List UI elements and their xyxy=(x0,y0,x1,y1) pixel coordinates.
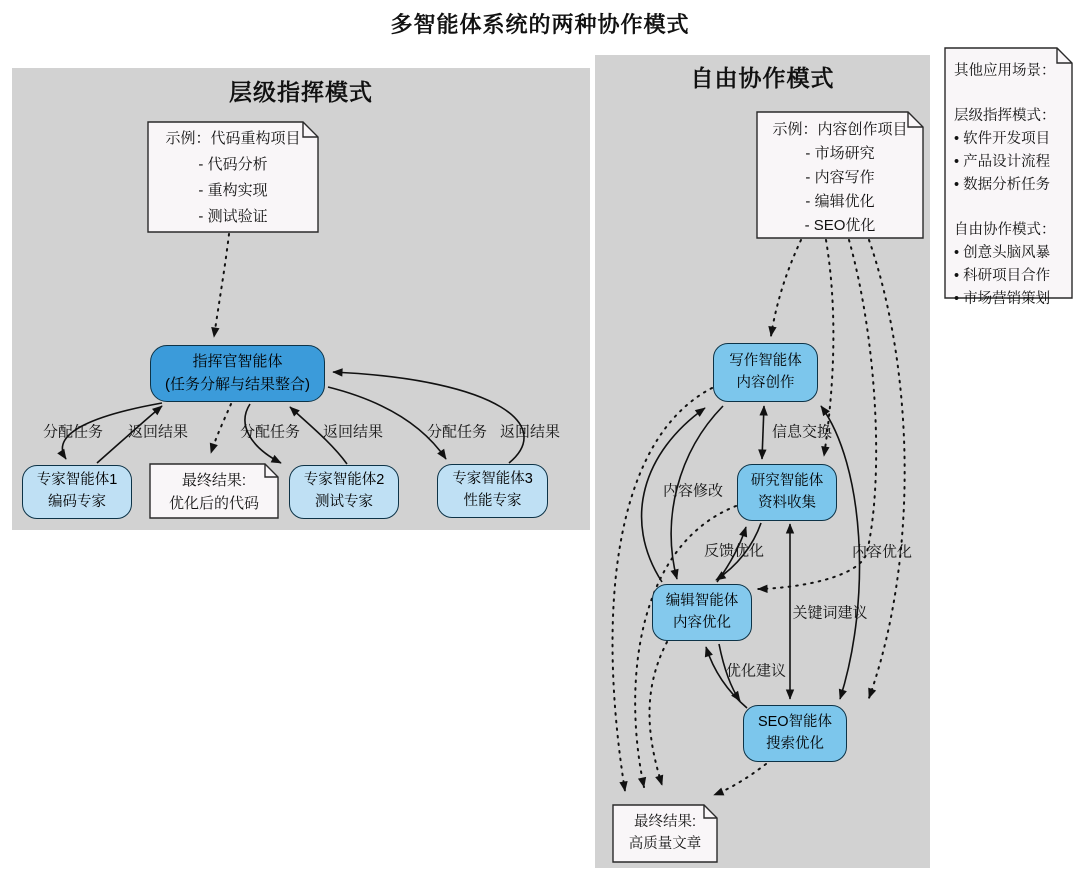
note-line: 高质量文章 xyxy=(628,836,702,852)
sidebar-item: • 创意头脑风暴 xyxy=(954,245,1051,261)
specialist-2-node xyxy=(289,465,399,519)
edge-label-return-2: 返回结果 xyxy=(322,423,384,441)
edge-label-content-revision: 内容修改 xyxy=(662,482,724,500)
sidebar-item: • 数据分析任务 xyxy=(954,177,1051,193)
note-line: - 测试验证 xyxy=(198,208,268,225)
node-title: 研究智能体 xyxy=(750,472,824,489)
specialist-1-node xyxy=(22,465,132,519)
edge-label-return-3: 返回结果 xyxy=(499,423,561,441)
page-title: 多智能体系统的两种协作模式 xyxy=(390,12,690,37)
left-result-note xyxy=(150,469,278,515)
node-title: 编辑智能体 xyxy=(665,592,739,609)
sidebar-item: • 软件开发项目 xyxy=(954,131,1051,147)
seo-agent-node xyxy=(743,705,847,762)
edge-label-content-opt: 内容优化 xyxy=(851,543,913,561)
writer-agent-node xyxy=(713,343,818,402)
node-title: 专家智能体2 xyxy=(303,472,385,489)
note-line: - SEO优化 xyxy=(804,217,876,234)
note-line: 示例：代码重构项目 xyxy=(165,130,301,147)
node-title: 专家智能体1 xyxy=(36,472,118,489)
sidebar-section1-title: 层级指挥模式： xyxy=(954,108,1056,124)
note-line: - 编辑优化 xyxy=(805,193,875,210)
specialist-3-node xyxy=(437,464,548,518)
note-line: - 内容写作 xyxy=(805,169,875,186)
edge-label-assign-3: 分配任务 xyxy=(426,423,488,441)
sidebar-section2-title: 自由协作模式： xyxy=(954,222,1056,238)
note-line: 优化后的代码 xyxy=(168,495,259,512)
note-line: 示例：内容创作项目 xyxy=(772,121,908,138)
node-subtitle: 内容创作 xyxy=(736,374,795,391)
note-line: - 代码分析 xyxy=(198,156,268,173)
edge-label-assign-1: 分配任务 xyxy=(42,423,104,441)
node-subtitle: (任务分解与结果整合) xyxy=(165,375,310,393)
note-line: 最终结果: xyxy=(633,814,697,830)
right-example-note xyxy=(757,118,923,238)
sidebar-item: • 产品设计流程 xyxy=(954,154,1051,170)
note-line: - 市场研究 xyxy=(805,145,875,162)
sidebar-title: 其他应用场景： xyxy=(954,63,1056,79)
edge-label-return-1: 返回结果 xyxy=(127,423,189,441)
sidebar-item: • 科研项目合作 xyxy=(954,268,1051,284)
sidebar-item: • 市场营销策划 xyxy=(954,291,1051,307)
edge-label-keyword-suggest: 关键词建议 xyxy=(792,604,868,622)
node-title: 专家智能体3 xyxy=(452,471,533,488)
edge-label-assign-2: 分配任务 xyxy=(239,423,301,441)
node-title: 指挥官智能体 xyxy=(192,353,283,370)
node-subtitle: 性能专家 xyxy=(463,493,522,509)
node-title: SEO智能体 xyxy=(757,713,833,730)
other-scenarios-note xyxy=(945,48,1072,307)
node-subtitle: 资料收集 xyxy=(758,494,816,511)
hierarchical-mode-title: 层级指挥模式 xyxy=(229,79,373,105)
editor-agent-node xyxy=(652,584,752,641)
note-line: - 重构实现 xyxy=(198,182,268,199)
node-subtitle: 内容优化 xyxy=(673,614,731,631)
commander-agent-node xyxy=(150,345,325,402)
node-subtitle: 编码专家 xyxy=(48,494,106,510)
node-subtitle: 搜索优化 xyxy=(766,735,824,752)
node-subtitle: 测试专家 xyxy=(315,494,373,510)
right-result-note xyxy=(613,811,717,855)
node-title: 写作智能体 xyxy=(729,352,802,369)
free-collaboration-title: 自由协作模式 xyxy=(690,65,835,91)
left-example-note xyxy=(148,126,318,230)
edge-label-opt-suggest: 优化建议 xyxy=(725,662,787,680)
researcher-agent-node xyxy=(737,464,837,521)
edge-label-feedback-opt: 反馈优化 xyxy=(703,542,765,560)
note-line: 最终结果: xyxy=(181,472,247,489)
edge-label-info-exchange: 信息交换 xyxy=(771,423,833,441)
